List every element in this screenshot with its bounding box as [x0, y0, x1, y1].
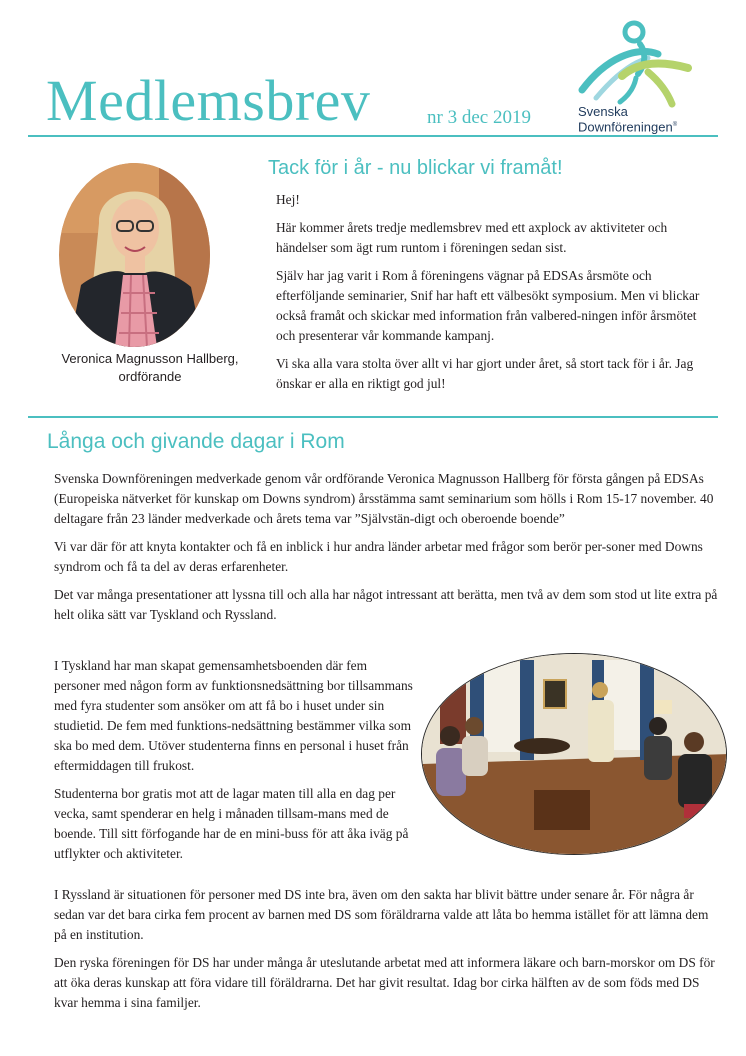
- article-paragraph: Studenterna bor gratis mot att de lagar maten till alla en dag per vecka, samt spenderar en helg i månaden tillsam-mans med de boende. Till sitt förfogande har de en mini-buss för att åka iväg på utflykter och aktiviteter.: [54, 786, 409, 861]
- intro-paragraph: Själv har jag varit i Rom å föreningens vägnar på EDSAs årsmöte och efterföljande seminarier, Snif har haft ett välbesökt symposium. Men vi blickar också framåt och skickar med information från valbered-ningen inför årsmötet och presenterar vår kommande kampanj.: [276, 268, 700, 343]
- intro-paragraph: Vi ska alla vara stolta över allt vi har gjort under året, så stort tack för i år. Jag önskar er alla en riktigt god jul!: [276, 356, 694, 391]
- newsletter-title: Medlemsbrev: [46, 68, 371, 133]
- logo-figure-icon: [576, 18, 696, 108]
- logo-text-line1: Svenska: [578, 104, 628, 119]
- article-body-top: [54, 469, 718, 633]
- article-body-bottom: [54, 885, 718, 1021]
- article-body-side: [54, 656, 414, 872]
- logo-text-line2: [578, 118, 677, 134]
- issue-label: nr 3 dec 2019: [427, 107, 531, 128]
- intro-paragraph: Här kommer årets tredje medlemsbrev med ett axplock av aktiviteter och händelser som ägt rum runtom i föreningen sedan sist.: [276, 220, 668, 255]
- logo-text-line2-main: Downföreningen: [578, 119, 673, 135]
- section-divider: [28, 416, 718, 418]
- logo-registered-mark: ®: [672, 122, 678, 128]
- article-heading: Långa och givande dagar i Rom: [47, 430, 345, 453]
- article-paragraph: I Ryssland är situationen för personer med DS inte bra, även om den sakta har blivit bättre under senare år. För några år sedan var det bara cirka fem procent av barnen med DS som föräldrarna valde att låta bo hemma istället för att lämna dem på en institution.: [54, 887, 709, 942]
- article-paragraph: Vi var där för att knyta kontakter och få en inblick i hur andra länder arbetar med frågor som berör per-soner med Downs syndrom och få ta del av deras erfarenheter.: [54, 539, 703, 574]
- caption-role: ordförande: [118, 369, 182, 384]
- meeting-photo: [421, 653, 727, 855]
- chair-portrait: [59, 163, 210, 347]
- intro-text: [276, 190, 712, 402]
- header-divider: [28, 135, 718, 137]
- caption-name: Veronica Magnusson Hallberg,: [61, 351, 239, 366]
- intro-paragraph: Hej!: [276, 192, 300, 207]
- article-paragraph: Den ryska föreningen för DS har under många år uteslutande arbetat med att informera läkare och barn-morskor om DS för att öka deras kunskap att föra vidare till föräldrarna. Det har givit resultat. Idag bor cirka hälften av de som föds med DS kvar hemma i sina familjer.: [54, 955, 715, 1010]
- intro-heading: Tack för i år - nu blickar vi framåt!: [268, 157, 563, 179]
- article-paragraph: Det var många presentationer att lyssna till och alla har något intressant att berätta, men två av dem som stod ut lite extra på helt olika sätt var Tyskland och Ryssland.: [54, 587, 718, 622]
- article-paragraph: Svenska Downföreningen medverkade genom vår ordförande Veronica Magnusson Hallberg för första gången på EDSAs (Europeiska nätverket för kunskap om Downs syndrom) årsstämma samt seminarium som hölls i Rom 15-17 november. 40 deltagare från 23 länder medverkade och årets tema var ”Självstän-digt och oberoende boende”: [54, 471, 714, 526]
- article-paragraph: I Tyskland har man skapat gemensamhetsboenden där fem personer med någon form av funktionsnedsättning bor tillsammans med fyra studenter som ansöker om att få bo i huset under sin studietid. De fem med funktions-nedsättning bestämmer vilka som ska bo med dem. Utöver studenterna finns en personal i huset från eftermiddagen till frukost.: [54, 658, 413, 773]
- portrait-caption: [50, 350, 250, 386]
- downforeningen-logo: [576, 18, 696, 134]
